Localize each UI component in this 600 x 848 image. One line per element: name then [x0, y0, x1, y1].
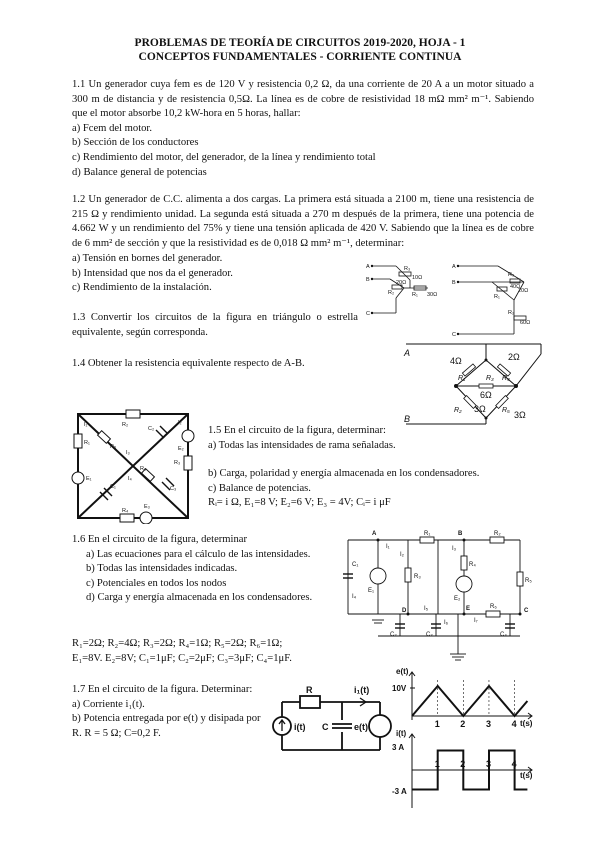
fig15-label-i1: I₁: [84, 422, 88, 428]
bridge-label-b: B: [404, 414, 411, 424]
bridge-label-3a: 3Ω: [474, 404, 486, 414]
problem-1-1-item-d: d) Balance general de potencias: [72, 166, 207, 178]
chart-e-title: e(t): [396, 667, 409, 676]
fig16-label-a: A: [372, 531, 377, 537]
chart-xtick-1: 1: [434, 719, 440, 728]
problem-1-5-statement: 1.5 En el circuito de la figura, determinar:: [208, 425, 386, 436]
problem-1-6-item-d: d) Carga y energía almacenada en los condensadores.: [86, 592, 313, 604]
fig15-label-i4: I₄: [128, 476, 132, 482]
problem-1-2: [72, 193, 534, 251]
star-label-r1: R₁: [412, 292, 418, 298]
problem-1-1-item-b: b) Sección de los conductores: [72, 137, 199, 149]
problem-1-6-values-r: R₁=2Ω; R₂=4Ω; R₃=2Ω; R₄=1Ω; R₅=2Ω; R₆=1Ω;: [72, 638, 283, 649]
fig17-label-c: C: [322, 722, 329, 732]
tri-label-r2: R₂: [508, 310, 515, 316]
problem-1-5-more: [208, 467, 508, 511]
fig16-label-c4: C₄: [500, 632, 507, 638]
chart-i-xlabel: t(s): [520, 771, 533, 780]
tri-label-a: A: [452, 264, 456, 270]
problem-1-2-item-a: a) Tensión en bornes del generador.: [72, 253, 223, 264]
page-subtitle: CONCEPTOS FUNDAMENTALES - CORRIENTE CONTINUA: [138, 51, 462, 63]
bridge-label-r5: R₅: [502, 407, 510, 414]
problem-1-1-statement: 1.1 Un generador cuya fem es de 120 V y resistencia 0,2 Ω, da una corriente de 20 A a un motor situado a 300 m de distancia y de resistencia 0,5Ω. La línea es de cobre de resistividad 18 mΩ mm² m⁻¹. Sabiendo que el motor absorbe 10,2 kW-hora en 5 horas, hallar:: [72, 79, 534, 120]
fig16-label-r5: R₅: [525, 578, 532, 584]
bridge-label-r3: R₃: [486, 375, 494, 382]
star-label-20: 20Ω: [396, 280, 407, 286]
fig16-label-r4: R₄: [469, 562, 476, 568]
tri-label-r3: R₃: [508, 272, 515, 278]
fig16-label-i2: I₂: [400, 552, 404, 558]
triangle-circuit-figure: [452, 260, 544, 344]
chart-i-ytick-neg3a: -3 A: [392, 787, 407, 796]
bridge-label-r4: R₄: [502, 375, 510, 382]
fig17-label-r: R: [306, 685, 313, 695]
problem-1-6-item-b: b) Todas las intensidades indicadas.: [86, 563, 238, 575]
problem-1-7-item-a: a) Corriente i₁(t).: [72, 698, 145, 710]
chart-e-t: [392, 664, 544, 728]
fig17-label-e: e(t): [354, 722, 368, 732]
tri-label-60: 60Ω: [520, 320, 531, 326]
star-label-r2: R₂: [388, 290, 395, 296]
chart-e-ytick-10v: 10V: [392, 684, 407, 693]
bridge-label-4: 4Ω: [450, 356, 462, 366]
bridge-label-r2: R₂: [454, 407, 462, 414]
problem-1-6-statement: 1.6 En el circuito de la figura, determinar: [72, 534, 248, 545]
problem-1-6-values-e: E₁=8V. E₂=8V; C₁=1μF; C₂=2μF; C₃=3μF; C₄=1μF.: [72, 652, 292, 664]
star-label-b: B: [366, 277, 370, 283]
problem-1-2-item-b: b) Intensidad que nos da el generador.: [72, 267, 233, 279]
fig16-label-r1: R₁: [424, 531, 431, 537]
fig17-label-i1: i₁(t): [354, 685, 370, 695]
fig16-label-e2: E₂: [454, 596, 461, 602]
circuit-1-6-figure: [340, 526, 532, 666]
tri-label-c: C: [452, 332, 456, 338]
fig15-label-e3: E₃: [144, 504, 150, 510]
fig15-label-i2: I₂: [178, 420, 182, 426]
chart-xtick-4: 4: [511, 719, 517, 728]
problem-1-6-values: [72, 637, 372, 666]
fig16-label-c1: C₁: [352, 562, 359, 568]
fig15-label-c1: C₁: [110, 484, 116, 490]
problem-1-1: [72, 78, 534, 180]
star-circuit-figure: [366, 258, 452, 324]
fig16-label-i3: I₃: [452, 546, 457, 552]
fig16-label-i7: I₇: [474, 618, 478, 624]
chart-xtick-1: 1: [434, 759, 440, 769]
circuit-1-7-figure: [270, 684, 398, 760]
bridge-label-2: 2Ω: [508, 352, 520, 362]
fig16-label-c3: C₃: [426, 632, 433, 638]
fig16-label-b: B: [458, 531, 463, 537]
chart-xtick-3: 3: [486, 759, 492, 769]
problem-1-6-item-a: a) Las ecuaciones para el cálculo de las intensidades.: [86, 548, 311, 560]
fig15-label-r1: R₁: [84, 440, 90, 446]
fig16-label-r2: R₂: [494, 531, 501, 537]
problem-1-4: 1.4 Obtener la resistencia equivalente respecto de A-B.: [72, 358, 305, 369]
problem-1-1-item-a: a) Fcem del motor.: [72, 122, 153, 134]
fig15-label-i3: I₃: [126, 450, 130, 456]
page-title: PROBLEMAS DE TEORÍA DE CIRCUITOS 2019-2020, HOJA - 1: [134, 37, 466, 49]
tri-label-b: B: [452, 280, 456, 286]
chart-i-ytick-3a: 3 A: [392, 743, 405, 752]
problem-1-5-item-a: a) Todas las intensidades de rama señaladas.: [208, 439, 396, 451]
fig15-label-e2: E₂: [178, 446, 184, 452]
problem-1-5-item-b: b) Carga, polaridad y energía almacenada en los condensadores.: [208, 468, 480, 479]
problem-1-5-item-c: c) Balance de potencias.: [208, 482, 311, 494]
problem-1-7-statement: 1.7 En el circuito de la figura. Determinar:: [72, 684, 253, 695]
fig15-label-r3: R₃: [174, 460, 181, 466]
star-label-c: C: [366, 311, 370, 317]
chart-e-xlabel: t(s): [520, 719, 533, 728]
fig16-label-c: C: [524, 608, 529, 614]
fig17-label-i: i(t): [294, 722, 306, 732]
tri-label-40: 40Ω: [510, 284, 521, 290]
fig16-label-i6: I₆: [444, 620, 449, 626]
problem-1-2-statement: 1.2 Un generador de C.C. alimenta a dos cargas. La primera está situada a 2100 m, tiene una resistencia de 215 Ω y rendimiento unidad. La segunda está situada a 270 m después de la primera, tiene una potencia de 4.662 W y un rendimiento del 75% y tiene una tensión aplicada de 420 V. Sabiendo que la línea es de cobre de 6 mm² de sección y que la resistividad es de 0,018 Ω mm² m⁻¹, determinar:: [72, 194, 534, 249]
fig16-label-i5: I₅: [424, 606, 429, 612]
star-label-30: 30Ω: [427, 292, 438, 298]
bridge-label-3b: 3Ω: [514, 410, 526, 420]
tri-label-r1: R₁: [494, 294, 500, 300]
fig15-label-r5: R₅: [110, 444, 117, 450]
tri-label-20: 20Ω: [518, 288, 529, 294]
bridge-circuit-figure: [398, 340, 548, 430]
fig16-label-r3: R₃: [414, 574, 421, 580]
fig15-label-r6: R₆: [140, 466, 147, 472]
chart-i-title: i(t): [396, 729, 407, 738]
chart-xtick-2: 2: [460, 759, 466, 769]
fig15-label-r4: R₄: [122, 508, 129, 514]
problem-1-7-item-b: b) Potencia entregada por e(t) y disipada por R. R = 5 Ω; C=0,2 F.: [72, 713, 261, 739]
fig15-label-e1: E₁: [86, 476, 92, 482]
problem-1-1-item-c: c) Rendimiento del motor, del generador, de la línea y rendimiento total: [72, 151, 376, 163]
fig16-label-e1: E₁: [368, 588, 375, 594]
fig15-label-c2: C₂: [148, 426, 155, 432]
fig16-label-i4: I₄: [352, 594, 357, 600]
problem-1-3: 1.3 Convertir los circuitos de la figura en triángulo o estrella equivalente, según corresponda.: [72, 312, 358, 338]
fig16-label-r6: R₆: [490, 604, 497, 610]
bridge-label-r1: R₁: [458, 375, 466, 382]
problem-1-2-items: [72, 252, 362, 296]
chart-xtick-3: 3: [486, 719, 492, 728]
star-label-a: A: [366, 264, 370, 270]
problem-1-5: [208, 424, 408, 453]
chart-i-t: [392, 728, 544, 810]
circuit-1-5-figure: [70, 408, 198, 524]
fig16-label-e: E: [466, 606, 471, 612]
fig16-label-c2: C₂: [390, 632, 397, 638]
star-label-10: 10Ω: [412, 275, 423, 281]
problem-1-5-values: Rᵢ= i Ω, E₁=8 V; E₂=6 V; E₃ = 4V; Cᵢ= i μF: [208, 497, 391, 509]
problem-1-7: [72, 683, 272, 741]
chart-e-series-line: [412, 686, 527, 716]
problem-1-6-item-c: c) Potenciales en todos los nodos: [86, 577, 227, 589]
problem-1-2-item-c: c) Rendimiento de la instalación.: [72, 282, 212, 294]
fig15-label-c3: C₃: [170, 486, 177, 492]
chart-xtick-2: 2: [460, 719, 466, 728]
bridge-label-a: A: [404, 348, 411, 358]
bridge-label-6: 6Ω: [480, 390, 492, 400]
star-label-r3: R₃: [404, 266, 411, 272]
fig16-label-d: D: [402, 608, 407, 614]
problem-1-6: [72, 533, 324, 606]
fig16-label-i1: I₁: [386, 544, 390, 550]
chart-xtick-4: 4: [511, 759, 517, 769]
fig15-label-r2: R₂: [122, 422, 129, 428]
